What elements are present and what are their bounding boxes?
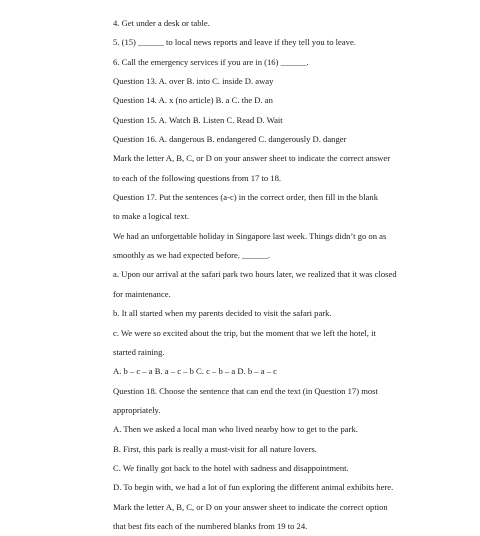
option-b: B. First, this park is really a must-visit for all nature lovers. xyxy=(113,443,317,454)
question-17: Question 17. Put the sentences (a-c) in the correct order, then fill in the blank xyxy=(113,192,379,203)
option-d: D. To begin with, we had a lot of fun exploring the different animal exhibits here. xyxy=(113,482,394,493)
instruction-line: 5. (15) ______ to local news reports and leave if they tell you to leave. xyxy=(113,37,356,48)
sentence-a: for maintenance. xyxy=(113,288,171,299)
sentence-a: a. Upon our arrival at the safari park two hours later, we realized that it was closed xyxy=(113,269,397,280)
section-instruction: to each of the following questions from 17 to 18. xyxy=(113,172,282,183)
section-instruction: Mark the letter A, B, C, or D on your answer sheet to indicate the correct option xyxy=(113,501,388,512)
question-14: Question 14. A. x (no article) B. a C. the D. an xyxy=(113,95,273,106)
instruction-line: 6. Call the emergency services if you are in (16) ______. xyxy=(113,56,309,67)
option-a: A. Then we asked a local man who lived nearby how to get to the park. xyxy=(113,424,358,435)
question-18: appropriately. xyxy=(113,404,161,415)
instruction-line: 4. Get under a desk or table. xyxy=(113,18,210,28)
question-16: Question 16. A. dangerous B. endangered C. dangerously D. danger xyxy=(113,134,347,145)
question-15: Question 15. A. Watch B. Listen C. Read D. Wait xyxy=(113,114,283,125)
question-17: to make a logical text. xyxy=(113,211,190,222)
question-18: Question 18. Choose the sentence that can end the text (in Question 17) most xyxy=(113,385,378,396)
passage-line: smoothly as we had expected before. ______. xyxy=(113,250,271,261)
section-instruction: that best fits each of the numbered blanks from 19 to 24. xyxy=(113,520,308,531)
section-instruction: Mark the letter A, B, C, or D on your answer sheet to indicate the correct answer xyxy=(113,153,391,164)
question-17-options: A. b – c – a B. a – c – b C. c – b – a D. b – a – c xyxy=(113,366,277,377)
sentence-b: b. It all started when my parents decided to visit the safari park. xyxy=(113,308,332,319)
passage-line: We had an unforgettable holiday in Singapore last week. Things didn’t go on as xyxy=(113,230,387,241)
sentence-c: c. We were so excited about the trip, but the moment that we left the hotel, it xyxy=(113,327,376,338)
question-13: Question 13. A. over B. into C. inside D. away xyxy=(113,76,274,87)
sentence-c: started raining. xyxy=(113,346,165,357)
document-text xyxy=(113,14,475,536)
option-c: C. We finally got back to the hotel with sadness and disappointment. xyxy=(113,462,349,473)
